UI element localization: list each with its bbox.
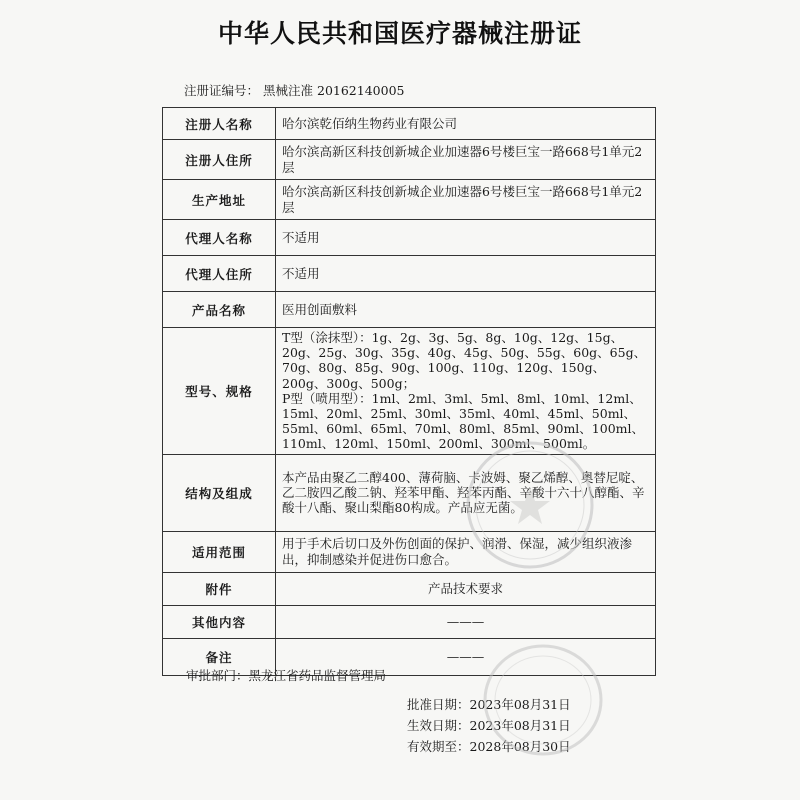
table-row bbox=[163, 531, 656, 572]
row-value: 哈尔滨高新区科技创新城企业加速器6号楼巨宝一路668号1单元2层 bbox=[276, 180, 656, 220]
row-key: 备注 bbox=[163, 638, 276, 675]
row-key: 代理人名称 bbox=[163, 220, 276, 256]
row-value: ——— bbox=[276, 605, 656, 638]
row-key: 代理人住所 bbox=[163, 256, 276, 292]
table-row bbox=[163, 572, 656, 605]
date-value: 2028年08月30日 bbox=[469, 739, 571, 754]
row-key: 结构及组成 bbox=[163, 454, 276, 531]
date-value: 2023年08月31日 bbox=[469, 718, 571, 733]
date-block bbox=[407, 694, 571, 757]
row-key: 适用范围 bbox=[163, 531, 276, 572]
approval-value: 黑龙江省药品监督管理局 bbox=[248, 668, 387, 683]
row-key: 产品名称 bbox=[163, 292, 276, 328]
date-value: 2023年08月31日 bbox=[469, 697, 571, 712]
table-row bbox=[163, 292, 656, 328]
row-value: 医用创面敷料 bbox=[276, 292, 656, 328]
approval-department bbox=[186, 666, 386, 684]
row-key: 注册人住所 bbox=[163, 140, 276, 180]
table-row bbox=[163, 180, 656, 220]
row-value: T型（涂抹型）：1g、2g、3g、5g、8g、10g、12g、15g、20g、25g、30g、35g、40g、45g、50g、55g、60g、65g、70g、80g、85g、90g、100g、110g、120g、150g、200g、300g、500g； P型（喷用型）：1ml、2ml、3ml、5ml、8ml、10ml、12ml、15ml、20ml、25ml、30ml、35ml、40ml、45ml、50ml、55ml、60ml、65ml、70ml、80ml、85ml、90ml、100ml、110ml、120ml、150ml、200ml、300ml、500ml。 bbox=[276, 328, 656, 455]
registration-number-label: 注册证编号： bbox=[184, 83, 260, 98]
row-value: 不适用 bbox=[276, 256, 656, 292]
row-value: ——— bbox=[276, 638, 656, 675]
row-value: 哈尔滨高新区科技创新城企业加速器6号楼巨宝一路668号1单元2层 bbox=[276, 140, 656, 180]
table-row bbox=[163, 605, 656, 638]
row-value: 用于手术后切口及外伤创面的保护、润滑、保湿，减少组织液渗出，抑制感染并促进伤口愈合。 bbox=[276, 531, 656, 572]
approval-label: 审批部门： bbox=[186, 668, 249, 683]
row-key: 型号、规格 bbox=[163, 328, 276, 455]
date-row bbox=[407, 694, 571, 715]
table-row bbox=[163, 454, 656, 531]
date-row bbox=[407, 715, 571, 736]
table-row bbox=[163, 220, 656, 256]
date-label: 有效期至： bbox=[407, 739, 470, 754]
row-key: 生产地址 bbox=[163, 180, 276, 220]
table-row bbox=[163, 108, 656, 140]
date-label: 批准日期： bbox=[407, 697, 470, 712]
date-row bbox=[407, 736, 571, 757]
date-label: 生效日期： bbox=[407, 718, 470, 733]
table-row bbox=[163, 256, 656, 292]
document-title: 中华人民共和国医疗器械注册证 bbox=[217, 19, 582, 48]
row-value: 产品技术要求 bbox=[276, 572, 656, 605]
row-value: 不适用 bbox=[276, 220, 656, 256]
row-key: 其他内容 bbox=[163, 605, 276, 638]
table-row bbox=[163, 328, 656, 455]
table-row bbox=[163, 140, 656, 180]
row-value: 本产品由聚乙二醇400、薄荷脑、卡波姆、聚乙烯醇、奥替尼啶、乙二胺四乙酸二钠、羟苯甲酯、羟苯丙酯、辛酸十六十八醇酯、辛酸十八酯、聚山梨酯80构成。产品应无菌。 bbox=[276, 454, 656, 531]
row-key: 注册人名称 bbox=[163, 108, 276, 140]
row-value: 哈尔滨乾佰纳生物药业有限公司 bbox=[276, 108, 656, 140]
registration-number-value: 黑械注准 20162140005 bbox=[263, 83, 405, 98]
registration-number bbox=[184, 81, 404, 99]
certificate-table bbox=[162, 107, 656, 676]
row-key: 附件 bbox=[163, 572, 276, 605]
